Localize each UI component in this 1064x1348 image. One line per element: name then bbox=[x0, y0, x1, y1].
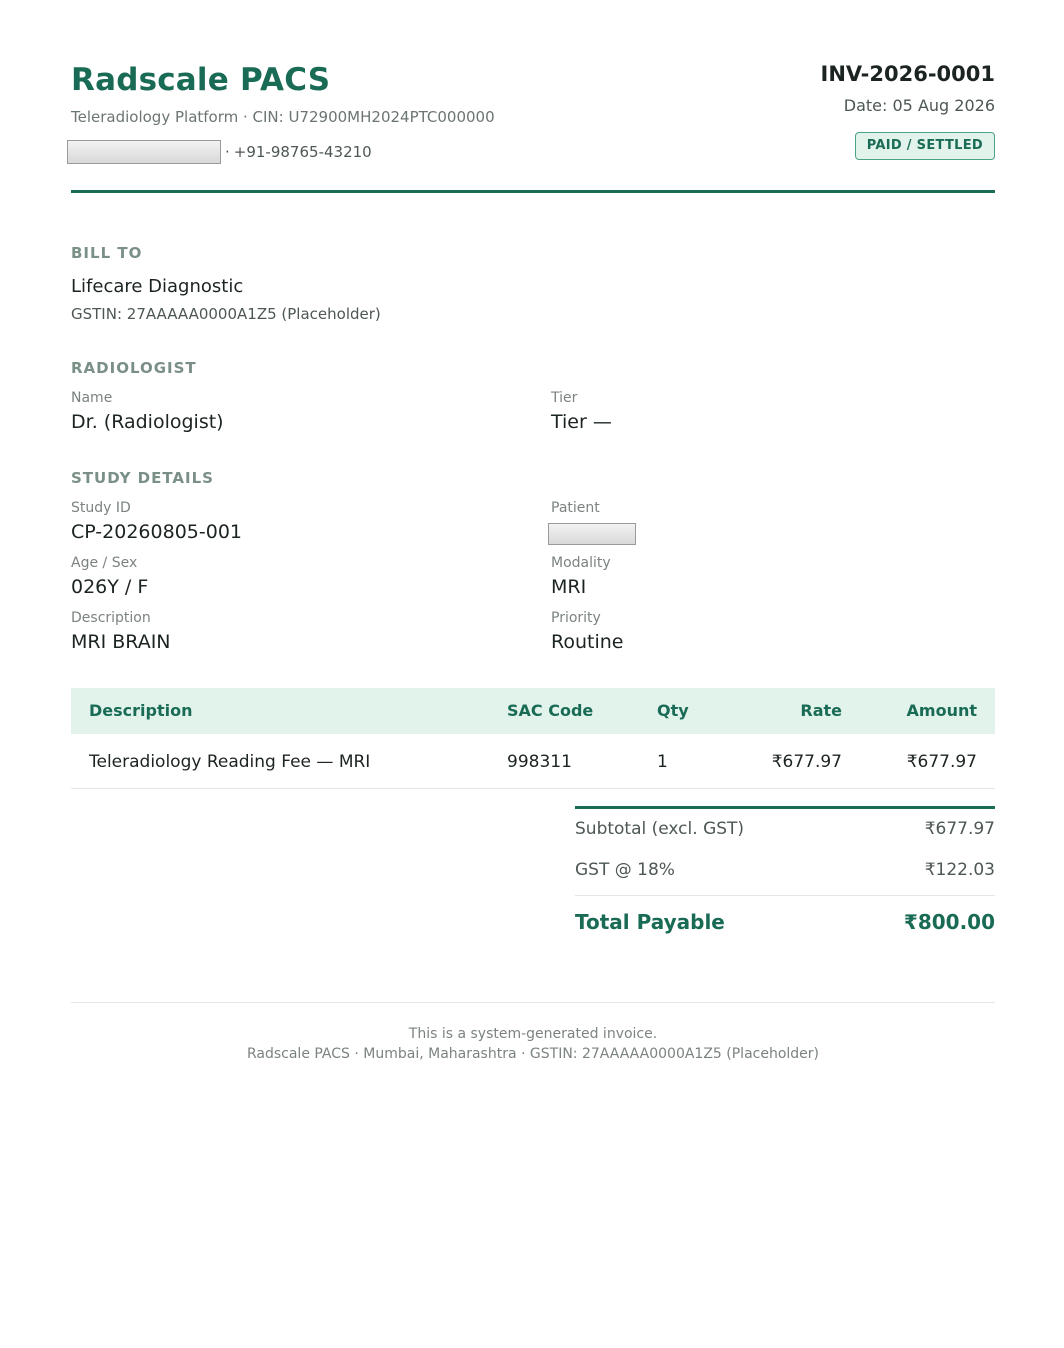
age-sex: 026Y / F bbox=[71, 576, 149, 598]
description-field bbox=[71, 610, 171, 653]
radiologist-tier-field bbox=[551, 390, 612, 433]
table-row bbox=[71, 734, 995, 789]
bill-to-name: Lifecare Diagnostic bbox=[71, 276, 244, 297]
study-id: CP-20260805-001 bbox=[71, 521, 242, 543]
field-label: Modality bbox=[551, 555, 611, 571]
contact-line bbox=[67, 141, 372, 163]
column-header-amount: Amount bbox=[906, 701, 977, 720]
redacted-email bbox=[67, 140, 221, 164]
subtotal-label: Subtotal (excl. GST) bbox=[575, 819, 745, 839]
field-label: Priority bbox=[551, 610, 601, 626]
study-details-title: STUDY DETAILS bbox=[71, 469, 214, 487]
phone-number: +91-98765-43210 bbox=[233, 143, 372, 161]
invoice-header bbox=[71, 58, 995, 194]
invoice-date: Date: 05 Aug 2026 bbox=[843, 96, 995, 115]
field-label: Age / Sex bbox=[71, 555, 138, 571]
radiologist-name: Dr. (Radiologist) bbox=[71, 411, 224, 433]
header-divider bbox=[71, 190, 995, 193]
subtotal-row bbox=[575, 809, 995, 848]
footer-divider bbox=[71, 1002, 995, 1003]
age-sex-field bbox=[71, 555, 148, 598]
column-header-description: Description bbox=[89, 701, 193, 720]
priority: Routine bbox=[551, 631, 624, 653]
totals-block bbox=[575, 806, 995, 952]
gst-value: ₹122.03 bbox=[924, 860, 995, 880]
column-header-qty: Qty bbox=[657, 701, 689, 720]
footer-note: This is a system-generated invoice. bbox=[408, 1026, 658, 1042]
total-value: ₹800.00 bbox=[903, 910, 995, 934]
invoice-number: INV-2026-0001 bbox=[820, 62, 995, 86]
item-amount: ₹677.97 bbox=[906, 752, 977, 772]
total-label: Total Payable bbox=[575, 910, 725, 934]
column-header-rate: Rate bbox=[800, 701, 842, 720]
bill-to-gstin: GSTIN: 27AAAAA0000A1Z5 (Placeholder) bbox=[71, 305, 381, 323]
bill-to-title: BILL TO bbox=[71, 244, 143, 262]
column-header-sac: SAC Code bbox=[507, 701, 594, 720]
gst-row bbox=[575, 848, 995, 896]
item-qty: 1 bbox=[657, 752, 668, 772]
brand-name: Radscale PACS bbox=[71, 62, 331, 98]
field-label: Name bbox=[71, 390, 113, 406]
radiologist-tier: Tier — bbox=[551, 411, 612, 433]
radiologist-name-field bbox=[71, 390, 224, 433]
field-label: Study ID bbox=[71, 500, 131, 516]
field-label: Tier bbox=[551, 390, 578, 406]
redacted-patient-name bbox=[548, 523, 636, 545]
field-label: Description bbox=[71, 610, 151, 626]
item-sac: 998311 bbox=[507, 752, 572, 772]
modality: MRI bbox=[551, 576, 587, 598]
item-description: Teleradiology Reading Fee — MRI bbox=[89, 752, 371, 772]
line-items-table bbox=[71, 688, 995, 789]
footer-company-info: Radscale PACS · Mumbai, Maharashtra · GSTIN: 27AAAAA0000A1Z5 (Placeholder) bbox=[246, 1046, 820, 1062]
study-id-field bbox=[71, 500, 242, 543]
total-row bbox=[575, 896, 995, 952]
gst-label: GST @ 18% bbox=[575, 860, 675, 880]
priority-field bbox=[551, 610, 623, 653]
field-label: Patient bbox=[551, 500, 600, 516]
item-rate: ₹677.97 bbox=[771, 752, 842, 772]
contact-separator: · bbox=[225, 143, 230, 161]
radiologist-title: RADIOLOGIST bbox=[71, 359, 197, 377]
company-subline: Teleradiology Platform · CIN: U72900MH2024PTC000000 bbox=[71, 108, 495, 126]
status-badge: PAID / SETTLED bbox=[855, 132, 995, 160]
subtotal-value: ₹677.97 bbox=[924, 819, 995, 839]
modality-field bbox=[551, 555, 611, 598]
table-header bbox=[71, 688, 995, 734]
patient-field bbox=[551, 500, 636, 545]
study-description: MRI BRAIN bbox=[71, 631, 171, 653]
